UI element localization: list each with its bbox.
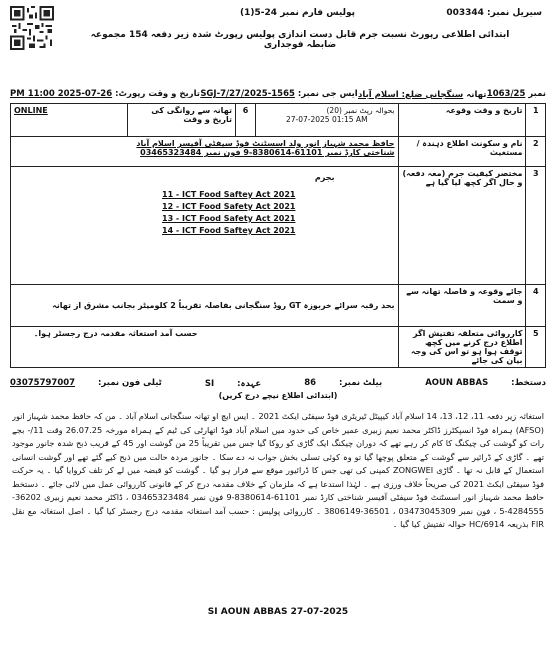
fir-details-table	[10, 103, 546, 368]
report-datetime-label: تاریخ و وقت رپورٹ:	[115, 89, 200, 99]
signature-block	[10, 378, 546, 400]
police-action: حسب آمد استغاثہ مقدمہ درج رجسٹر ہوا۔	[11, 327, 399, 368]
phone-label: ٹیلی فون نمبر:	[98, 378, 162, 388]
station-name: سنگجانی ضلع: اسلام آباد	[358, 89, 464, 100]
table-row	[11, 104, 546, 137]
document-heading: ابتدائی اطلاعی رپورٹ نسبت جرم قابل دست اندازی پولیس رپورٹ شدہ زیر دفعہ 154 مجموعہ ضابطہ فوجداری	[90, 30, 510, 50]
first-info-subtitle: (ابتدائی اطلاع نیچے درج کریں)	[218, 391, 338, 400]
fir-label: نمبر	[528, 89, 546, 99]
delay-reason-label: کارروائی متعلقہ تفتیش اگر اطلاع درج کرنے میں کچھ توقف ہوا ہو تو اس کی وجہ بیان کی جائے	[398, 327, 526, 368]
rank-label: عہدہ:	[237, 379, 262, 389]
row-number: 4	[526, 285, 546, 327]
first-information-text: استغاثہ زیر دفعہ 11، 12، 13، 14 اسلام آباد کیپیٹل ٹیریٹری فوڈ سیفٹی ایکٹ 2021 ۔ ایس ایچ او تھانہ سنگجانی اسلام آباد ۔ من کہ حافظ محمد شہباز انور (AFSO) ہمراہ فوڈ انسپکٹرز ڈاکٹر محمد نعیم زبیری عمیر خاص کی حدود میں اسلام آباد فوڈ اتھارٹی کی ٹیم کے ہمراہ مورخہ 26.07.25 وقت 11/- بجے رات کو گوشت کی چیکنگ کا کام کر رہے تھے کہ دوران چیکنگ ایک گاڑی کو روکا گیا جس میں تقریباً 25 من گوشت اور 45 کے قریب ذبح شدہ جانور موجود تھے ۔ گاڑی کے ڈرائیر سے گوشت کے متعلق پوچھا گیا تو وہ کوئی تسلی بخش جواب نہ دے سکا ۔ جانور مردہ حالت میں ذبح کیے گئے تھے اور گوشت انسانی استعمال کے قابل نہ تھا ۔ گاڑی ZONGWEI کمپنی کی تھی جس کا ڈرائیور موقع سے فرار ہو گیا ۔ گوشت کو قبضہ میں لے کر تلف کروایا گیا ۔ یہ حرکت فوڈ سیفٹی ایکٹ 2021 کی صریحاً خلاف ورزی ہے ۔ لہٰذا استدعا ہے کہ ملزمان کے خلاف مقدمہ درج کر کے قانونی کارروائی عمل میں لائی جائے ۔ دستخط حافظ محمد شہباز انور اسسٹنٹ فوڈ سیفٹی آفیسر شناختی کارڈ نمبر 61101-8380614-9 فون نمبر 03465323484 ، ڈاکٹر محمد نعیم زبیری 36202-4284555-5 ، فون نمبر 03473045309 ، 36501-3806149 ۔ کارروائی پولیس : حسب آمد استغاثہ مقدمہ درج رجسٹر کیا گیا ۔ اصل استغاثہ مع نقل FIR بذریعہ HC/6914 حوالہ تفتیش کیا گیا ۔	[12, 411, 544, 529]
row-number: 1	[526, 104, 546, 137]
place-label: جائے وقوعہ و فاصلہ تھانہ سے و سمت	[398, 285, 526, 327]
report-datetime: 26-07-2025 11:00 PM	[10, 89, 113, 99]
form-title: پولیس فارم نمبر 24-5(1)	[240, 8, 355, 18]
report-meta-line	[10, 86, 546, 102]
offence-section: 12 - ICT Food Safety Act 2021	[162, 202, 296, 211]
qr-code-icon	[10, 6, 54, 50]
row-number: 2	[526, 137, 546, 167]
departure-value: ONLINE	[14, 106, 48, 115]
complainant-label: نام و سکونت اطلاع دہندہ / مستغیث	[398, 137, 526, 167]
fir-number: 1063/25	[486, 89, 526, 99]
offence-section: 14 - ICT Food Saftey Act 2021	[162, 226, 296, 235]
daily-diary-ref: بحوالہ رپٹ نمبر (20)	[326, 106, 395, 115]
place-of-occurrence: بحد رقبہ سرائے خربوزہ GT روڈ سنگجانی بفاصلہ تقریباً 2 کلومیٹر بجانب مشرق از تھانہ	[11, 285, 399, 327]
table-row	[11, 167, 546, 285]
departure-label: تھانہ سے روانگی کی تاریخ و وقت	[128, 104, 236, 137]
station-label: تھانہ	[466, 89, 487, 100]
table-row	[11, 327, 546, 368]
offence-section: 11 - ICT Food Saftey Act 2021	[162, 190, 296, 199]
row-number: 6	[235, 104, 255, 137]
table-row	[11, 285, 546, 327]
occurrence-datetime: 27-07-2025 01:15 AM	[285, 115, 368, 124]
officer-phone: 03075797007	[10, 378, 76, 388]
serial-number	[446, 8, 542, 18]
officer-signoff: SI AOUN ABBAS 27-07-2025	[207, 607, 349, 617]
serial-label: سیریل نمبر:	[487, 8, 542, 18]
table-row	[11, 137, 546, 167]
officer-name: AOUN ABBAS	[425, 378, 489, 388]
complainant-name: حافظ محمد شہباز انور ولد اسسٹنٹ فوڈ سیفٹی آفیسر اسلام آباد	[136, 139, 395, 148]
row-number: 5	[526, 327, 546, 368]
offence-label: مختصر کیفیت جرم (معہ دفعہ) و حال اگر کچھ لیا گیا ہے	[398, 167, 526, 285]
belt-number: 86	[304, 378, 317, 388]
complainant-cnic-phone: شناختی کارڈ نمبر 61101-8380614-9 فون نمبر 03465323484	[140, 148, 395, 157]
serial-value: 003344	[446, 8, 484, 18]
sections-label: بجرم	[314, 173, 335, 182]
belt-label: بیلٹ نمبر:	[339, 378, 383, 388]
officer-rank: SI	[204, 379, 215, 389]
signature-label: دستخط:	[511, 378, 546, 388]
sgj-number: SGJ-7/27/2025-1565	[200, 89, 295, 99]
occurrence-label: تاریخ و وقت وقوعہ	[398, 104, 526, 137]
ig-label: ایس جی نمبر:	[297, 89, 358, 99]
offence-section: 13 - ICT Food Safety Act 2021	[162, 214, 296, 223]
row-number: 3	[526, 167, 546, 285]
